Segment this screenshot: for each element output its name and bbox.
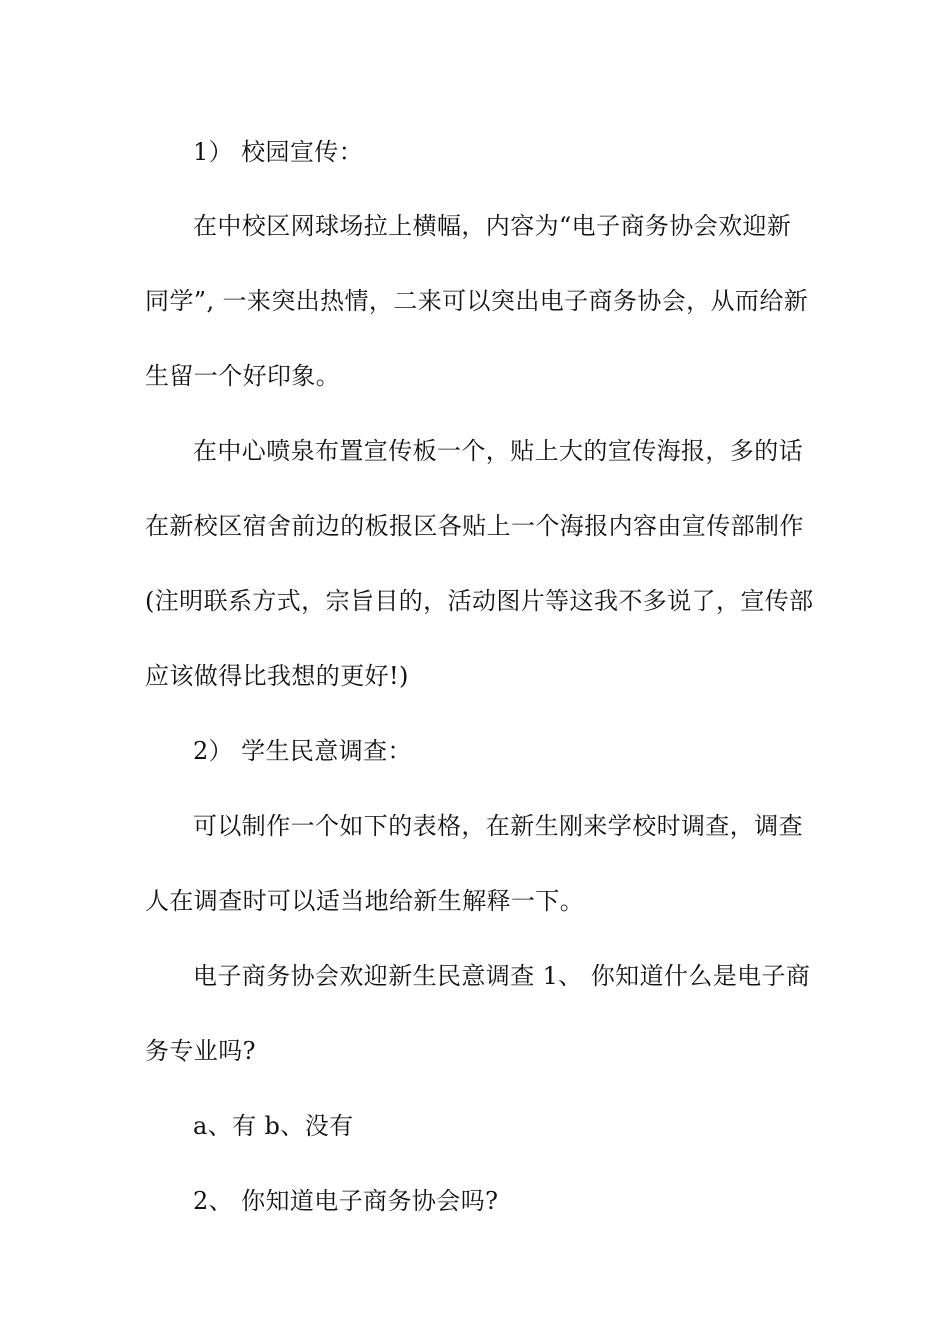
paragraph-line: 生留一个好印象。 (145, 362, 341, 390)
paragraph-line: 可以制作一个如下的表格，在新生刚来学校时调查，调查 (193, 812, 803, 840)
section-heading-student-survey: 2） 学生民意调查： (193, 737, 412, 765)
paragraph-line: 在中校区网球场拉上横幅，内容为“电子商务协会欢迎新 (193, 212, 792, 240)
paragraph-line: 在新校区宿舍前边的板报区各贴上一个海报内容由宣传部制作 (145, 512, 804, 540)
survey-question-cont: 务专业吗? (145, 1037, 256, 1065)
paragraph-line: 人在调查时可以适当地给新生解释一下。 (145, 887, 585, 915)
survey-question-2: 2、 你知道电子商务协会吗? (193, 1187, 499, 1215)
paragraph-line: (注明联系方式，宗旨目的，活动图片等这我不多说了，宣传部 (145, 587, 814, 615)
paragraph-line: 同学”, 一来突出热情，二来可以突出电子商务协会，从而给新 (145, 287, 809, 315)
paragraph-line: 应该做得比我想的更好!) (145, 662, 409, 690)
survey-title-line: 电子商务协会欢迎新生民意调查 1、 你知道什么是电子商 (193, 962, 811, 990)
survey-options: a、有 b、没有 (193, 1112, 354, 1140)
paragraph-line: 在中心喷泉布置宣传板一个，贴上大的宣传海报，多的话 (193, 437, 803, 465)
section-heading-campus-publicity: 1） 校园宣传： (193, 138, 364, 166)
